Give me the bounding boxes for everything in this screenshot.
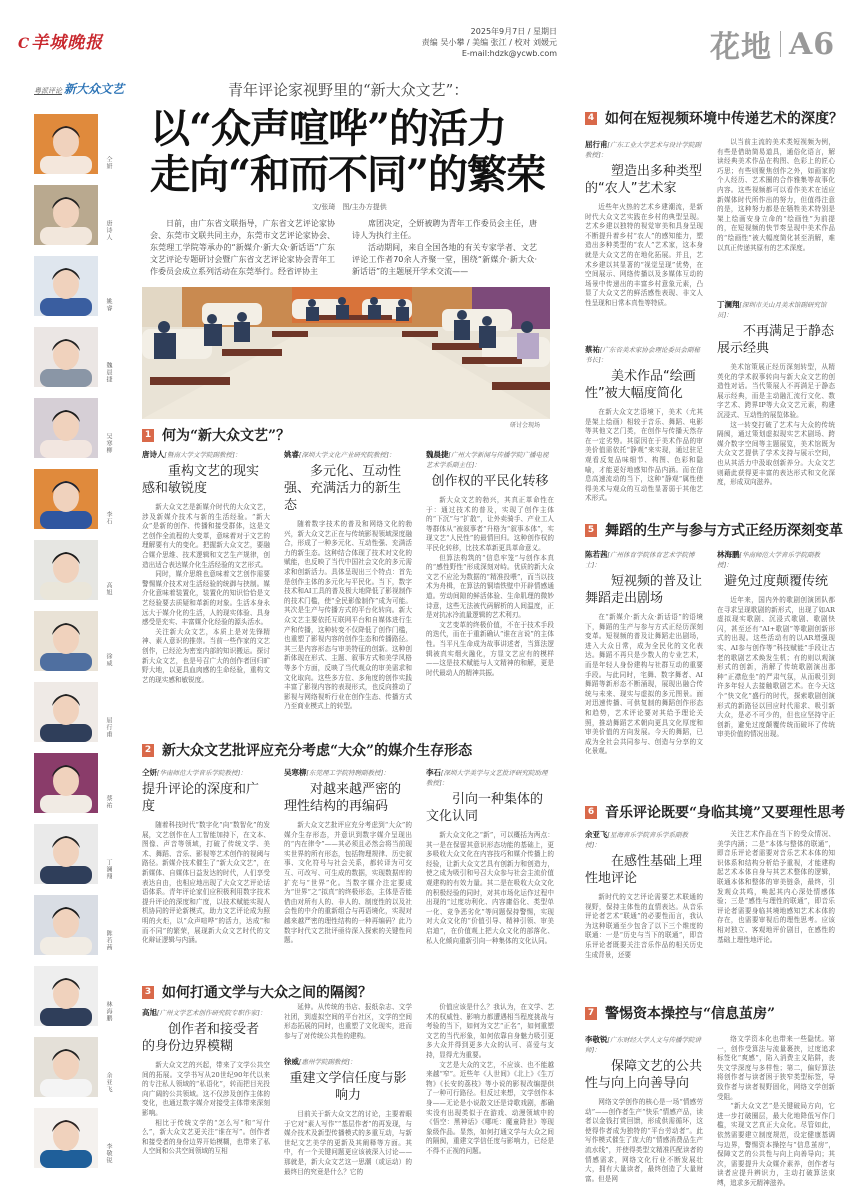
- section-name: 花地: [710, 30, 772, 65]
- portrait: [34, 398, 112, 458]
- author-name: 蔡祐: [585, 345, 600, 354]
- portrait-name: 吴寒柳: [105, 433, 112, 454]
- paragraph: 相比于传统文学的“怎么写”和“写什么”，新大众文艺更关注“谁在写”。创作者和接受者的身份边界开始模糊，也带来了私人空间和公共空间领域的互相: [142, 1118, 270, 1156]
- section-heading: [585, 802, 845, 822]
- author-name: 高旭: [142, 1008, 157, 1017]
- opinion-column: [284, 1003, 412, 1053]
- paragraph: “新大众文艺”是关键破局方向，它进一步打破圈层，最大化地降低写作门槛，实现文艺真正大众化。尽管如此，依然需要建立制度规范，设定健康基调与边界，警惕资本操控与“信息茧房”，保障文艺的公共性与向上向善导向；其次，需要提升大众媒介素养，创作者与读者应提升辨识力，主动打破算法束缚，追求多元精神滋养。: [717, 1102, 835, 1187]
- portrait: [34, 1037, 112, 1097]
- opinion-column: [585, 1035, 703, 1200]
- author-affiliation: [广东工业大学艺术与设计学院副教授]：: [585, 141, 702, 159]
- author-affiliation: [星海音乐学院音乐学系副教授]：: [585, 831, 689, 849]
- opinion-body: [142, 821, 270, 946]
- opinion-title: 创作者和接受者的身份边界模糊: [142, 1022, 260, 1054]
- issue-editors: 责编 吴小攀 / 美编 张江 / 校对 刘媛元: [421, 38, 557, 47]
- opinion-title: 重建文学信任度与影响力: [289, 1071, 407, 1103]
- opinion-body: [426, 831, 554, 946]
- opinion-body: [142, 503, 270, 685]
- column-tag: [34, 80, 124, 97]
- portrait-photo: [34, 114, 98, 174]
- author-line: [426, 768, 554, 788]
- portrait: [34, 114, 112, 174]
- author-name: 仝妍: [142, 768, 157, 777]
- section-number-badge: 4: [585, 112, 597, 125]
- author-line: [284, 768, 412, 778]
- opinion-body: [585, 203, 703, 309]
- portrait-photo: [34, 1037, 98, 1097]
- paragraph: 价值应该是什么？我认为，在文学、艺术的权威性、影响力都遭遇相当程度挑战与考验的当下，如何为文艺“正名”，如何重塑文艺的当代形象，如何依靠自身魅力吸引更多大众并得到更多大众的认可、喜爱与支持，显得尤为重要。: [426, 1003, 554, 1059]
- paragraph: 络文学资本化也带来一些隐忧。第一，创作受算法与流量裹挟，过度追求标签化“爽感”，陷入消费主义陷阱，丧失文学深度与多样性；第二，偏好算法将创作者与读者困于狭窄类型标签，导致作者与读者视野固化，网络文学创新受阻。: [717, 1035, 835, 1101]
- portrait-name: 陈若茜: [105, 930, 112, 951]
- opinion-body: [284, 1003, 412, 1041]
- author-line: [585, 1035, 703, 1055]
- author-affiliation: [广州大学新闻与传播学院广播电视艺术学系副主任]：: [426, 451, 549, 469]
- author-affiliation: [深圳市关山月美术馆副研究馆员]：: [717, 301, 827, 319]
- opinion-body: [284, 520, 412, 712]
- portrait: [34, 540, 112, 600]
- author-name: 李石: [426, 768, 441, 777]
- opinion-title: 避免过度颠覆传统: [723, 574, 828, 589]
- author-line: [142, 1008, 270, 1018]
- author-affiliation: [暨南大学文学院副教授]：: [164, 451, 242, 459]
- portrait-name: 蔡祐: [105, 795, 112, 809]
- paragraph: 新大众文艺批评应充分考虑到“大众”的媒介生存形态，并意识到数字媒介呈现出的“内在律令”——其必须且必然会将当前现实世界的所有形态，包括物理规律、历史叙事、文化符号与社会关系，都转译为可交互、可改写、可生成的数据，实现数据库的扩充与“世界”化。当数字媒介注定要成为“世界”之“拟真”的终极形态，主体是否能借由对所有人的、非人的、制度性的以及社会性的中介的重新组合与再语境化，实现对越来越严密的理性结构的一种再编码？此乃数字时代文艺批评亟待深入探索的关键性问题。: [284, 821, 412, 945]
- opinion-title: 短视频的普及让舞蹈走出剧场: [585, 574, 703, 606]
- portrait: [34, 256, 112, 316]
- opinion-body: [717, 830, 835, 945]
- feature-subtitle: 青年评论家视野里的“新大众文艺”：: [228, 81, 469, 99]
- portrait: [34, 682, 112, 742]
- section-title: 新大众文艺批评应充分考虑“大众”的媒介生存形态: [162, 743, 473, 759]
- paragraph: 这一转变打破了艺术与大众的传统隔阂，通过策划虚拟现实艺术剧场、跨媒介数字空间等主题展览，美术馆既为大众文艺提供了学术支持与展示空间，也从其活力中汲取创新养分。大众文艺则藉此获得更丰富的表达形式和文化深度，形成双向滋养。: [717, 420, 835, 487]
- author-affiliation: [华南师范大学音乐学院副教授]：: [717, 551, 821, 569]
- portrait-name: 屈行甫: [105, 717, 112, 738]
- paragraph: 新大众文艺的兴起，带来了文学公共空间的拓展。文学书写从20世纪90年代以来的专注私人领域的“私语化”，转而把目光投向广阔的公共领域。这不仅涉及创作主体的变化，也通过数字媒介对接受主体带来深刻影响。: [142, 1061, 270, 1117]
- section-title: 何为“新大众文艺”？: [162, 428, 291, 444]
- opinion-body: [585, 1098, 703, 1184]
- headline-line-1: 以“众声喧哗”的活力: [150, 105, 507, 152]
- opinion-column: [717, 550, 835, 772]
- section-title: 音乐评论既要“身临其境”又要理性思考: [605, 805, 846, 821]
- newspaper-logo: C羊城晚报: [18, 33, 104, 53]
- author-name: 姚睿: [284, 450, 299, 459]
- author-affiliation: [惠州学院副教授]：: [299, 1058, 357, 1066]
- author-name: 李敬锐: [585, 1035, 608, 1044]
- opinion-body: [585, 893, 703, 960]
- portrait-name: 高旭: [105, 582, 112, 596]
- opinion-column: [284, 450, 412, 720]
- portrait: [34, 824, 112, 884]
- author-line: [426, 450, 554, 470]
- opinion-column: [585, 550, 703, 772]
- opinion-title: 多元化、互动性强、充满活力的新生态: [284, 464, 402, 513]
- section-title: 如何打通文学与大众之间的隔阂？: [162, 985, 372, 1001]
- opinion-column: [717, 300, 835, 500]
- opinion-title: 创作权的平民化转移: [431, 474, 549, 489]
- opinion-body: [717, 596, 835, 740]
- conference-photo: [142, 287, 550, 419]
- section-title: 如何在短视频环境中传递艺术的深度？: [605, 111, 843, 127]
- author-line: [585, 550, 703, 570]
- paragraph: 关注艺术作品在当下的受众情况、美学内涵；二是“本体与整体的联通”，即音乐评论者需要对音乐艺术本体的知识体系和结构分析给予重视，才能建构起艺术本体自身与其艺术整体的逻辑，联通本体和整体的审美链条，最终，引发观众共鸣，唤起其内心深处情感体验；三是“感性与理性的联通”，即音乐评论者需要身临其境地感知艺术本体的存在，也需要审视后的理性思考。应该相对独立、客观地评价剧目，在感性的基础上理性地评论。: [717, 830, 835, 944]
- paragraph: 延伸。从传统的书店、报纸杂志、文学社团，到虚拟空间的平台社区，文学的空间形态拓展的同时，也重塑了文化现实，进而参与了对传统公共性的建构。: [284, 1003, 412, 1040]
- portrait: [34, 185, 112, 245]
- opinion-column: [717, 138, 835, 300]
- paragraph: 美术馆策展正经历深刻转型，从精英化的学术叙事转向与新大众文艺的创造性对话。当代策展人不再满足于静态展示经典，而是主动融汇流行文化、数字艺术、跨界IP等大众文艺元素，构建沉浸式、互动性的展览体验。: [717, 363, 835, 419]
- opinion-title: 在感性基础上理性地评论: [585, 854, 703, 886]
- paragraph: 文艺变革的终极价值，不在于技术手段的迭代，而在于重新确认“谁在言说”的主体性。当平凡生命成为故事讲述者，当算法逻辑被真实烟火融化，方显文艺应有的模样——这是技术赋能与人文精神的和解，更是时代最动人的精神共振。: [426, 620, 554, 677]
- paragraph: 在新大众文艺语境下，美术（尤其是架上绘画）相较于音乐、舞蹈、电影等其他文艺门类，在创作与传播天然存在一定劣势。其原因在于美术作品的审美价值需依托“静观”来实现，通过驻足观看反复品味细节、构图、色彩和隐喻，才能更好地感知作品内涵。而在信息高速流动的当下，这种“静观”属性使得美术与观众的互动性显著弱于其他艺术形式。: [585, 408, 703, 503]
- paragraph: 新时代的文艺评论需要艺术联通的视野，保持主体性的直情表达。从音乐评论者艺术“联通”的必要性而言，我认为这种联通至少包含了以下三个维度的联通：一是“历史与当下的联通”，即音乐评论者既要关注音乐作品的相关历史生成背景，还要: [585, 893, 703, 959]
- intro-paragraph: 日前，由广东省文联指导，广东省文艺评论家协会、东莞市文联共同主办，东莞市文艺评论家协会、东莞理工学院等承办的“新媒介·新大众·新话语”广东文艺评论专题研讨会暨广东省文艺评论家协会青年工作委员会成立系列活动在东莞举行。经省评协主: [150, 219, 335, 276]
- opinion-column: [284, 1057, 412, 1197]
- paragraph: 近些年火热的艺术乡建潮流，是新时代大众文艺实践在乡村的典型呈现。艺术乡建以独特的视觉审美和具身呈现不断提升着乡村“农人”的感知能力，塑造出多种类型的“农人”艺术家，这本身就是大众文艺的在地化拓展。并且，艺术乡建以其显著的“视觉呈现”优势，在空间展示、网络传播以及多媒体互动的场景中传递出的丰富乡村意象元素，凸显了大众文艺的鲜活感性表现、非文人性呈现和日常本真性等特质。: [585, 203, 703, 307]
- opinion-title: 重构文艺的现实感和敏锐度: [142, 464, 260, 496]
- portrait-photo: [34, 682, 98, 742]
- opinion-body: [284, 821, 412, 946]
- portrait-photo: [34, 966, 98, 1026]
- opinion-column: [585, 140, 703, 340]
- author-line: [585, 830, 703, 850]
- portrait-photo: [34, 1108, 98, 1168]
- opinion-title: 引向一种集体的文化认同: [426, 792, 544, 824]
- portrait-photo: [34, 256, 98, 316]
- portrait: [34, 1108, 112, 1168]
- paragraph: 但算法构筑的“信息牢笼”与创作本真的“感性野性”形成深刻对峙。优质的新大众文艺不应沦为数据的“精准投喂”，而当以技术为舟楫，在算法的铜墙铁壁中开辟情感通道。劳动间隙的鲜活体验、生命肌理的微妙诗意，这些无法被代码解析的人间温度，正是对抗冰冷流量逻辑的艺术利刃。: [426, 553, 554, 620]
- section-title: 舞蹈的生产与参与方式正经历深刻变革: [605, 523, 843, 539]
- author-affiliation: [广东省美术家协会理论委员会副秘书长]：: [585, 346, 701, 364]
- paragraph: 新大众文化之“新”，可以概括为两点：其一是在保留其意识形态功能的基础上，更多吸收大众文化在内容技巧和媒介传播上的经验，让新大众文艺具有创新力和创造力，使之成为吸引和号召大众参与社会主流价值观建构的有效力量。其二是在吸收大众文化的积极经验的同时，对其市场化运作过程中出现的“过度功利化、内容庸俗化、类型单一化、竞争恶劣化”等问题保持警惕，实现对大众文化的“价值引导、精神引领、审美启迪”，在价值观上把大众文化的部落化、私人化倾向重新引向一种集体的文化认同。: [426, 831, 554, 945]
- author-affiliation: [华南师范大学音乐学院教授]：: [157, 769, 247, 777]
- author-line: [717, 300, 835, 320]
- portrait-photo: [34, 398, 98, 458]
- opinion-body: [585, 613, 703, 757]
- feature-headline: [150, 106, 570, 198]
- opinion-column: [426, 768, 554, 978]
- author-name: 徐威: [284, 1057, 299, 1066]
- intro-paragraph: 活动期间，来自全国各地的有关专家学者、文艺评论工作者70余人齐聚一堂，围绕“新媒介·新大众·新话语”的主题展开学术交流——: [352, 243, 537, 276]
- section-title: 警惕资本操控与“信息茧房”: [605, 1006, 776, 1022]
- paragraph: 新大众文艺是新媒介时代的大众文艺，涉及新媒介技术与新的生活经验。“新大众”是新的创作、传播和接受群体，这是文艺创作全流程的大变革，意味着对于文艺的理解要有大的变化。把握新大众文艺，要融合媒介思维、技术逻辑和文艺生产规律，创造出适合表达媒介化生活经验的文艺形式。: [142, 503, 270, 569]
- author-line: [142, 768, 270, 778]
- portrait-name: 徐威: [105, 653, 112, 667]
- section-number-badge: 7: [585, 1007, 597, 1020]
- headline-line-2: 走向“和而不同”的繁荣: [150, 151, 546, 198]
- section-number-badge: 2: [142, 744, 154, 757]
- opinion-column: [142, 768, 270, 978]
- portrait: [34, 895, 112, 955]
- page-number: A6: [789, 26, 836, 62]
- author-line: [585, 140, 703, 160]
- author-name: 吴寒柳: [284, 768, 307, 777]
- opinion-column: [426, 1003, 554, 1198]
- opinion-title: 美术作品“绘画性”被大幅度简化: [585, 369, 696, 401]
- author-affiliation: [深圳大学文化产业研究院教授]：: [299, 451, 396, 459]
- paragraph: 网络文学创作的核心是一场“情感劳动”——创作者生产“快乐”情感产品，读者以金钱打赏回馈，形成供需循环，这使得作者成为独特的“平台劳动者”。此写作模式催生了庞大的“情感消费品生产流水线”，并使得类型文精准匹配读者的情感需求，网络文化行业不断发展壮大，拥有大量读者，最终创造了大量财富。但是网: [585, 1098, 703, 1183]
- header-divider: [780, 31, 781, 57]
- byline: 文/张琦 图/主办方提供: [312, 203, 387, 211]
- paragraph: 随着数字技术的普及和网络文化的勃兴，新大众文艺正在与传统影视领域深度融合，形成了一种多元化、互动性强、充满活力的新生态。这种结合体现了技术对文化的赋能，也反映了当代中国社会文化的多元需求和创新活力。具体呈现出三个特点：首先是创作主体的多元化与平民化。当下，数字技术和AI工具的普及极大地降低了影视制作的技术门槛，使“全民影像制作”成为可能。其次是生产与传播方式的平台化转向。新大众文艺主要依托互联网平台和自媒体进行生产和传播，这种转变不仅降低了创作门槛，也重塑了影视内容的创作生态和传播路径。其三是内容形态与审美特征的创新。这种创新体现在形式、主题、叙事方式和美学风格等多个方面，反映了当代观众的审美需求和文化取向。这些多方位、多角度的创作实践丰富了影视内容的表现形式，也反向推动了影视与网络视听行业在创作生态、传播方式乃至商业模式上的转型。: [284, 520, 412, 711]
- portrait-name: 魏晨捷: [105, 362, 112, 383]
- portrait-photo: [34, 824, 98, 884]
- author-name: 魏晨捷: [426, 450, 449, 459]
- column-tag-big: 新大众文艺: [64, 82, 125, 96]
- paragraph: 新大众文艺的勃兴，其真正革命性在于：通过技术的普及，实现了创作主体的“下沉”与“扩散”，让外卖骑手、产业工人等群体从“被叙事者”升格为“叙事本体”，实现文艺“人民性”的最情回归。这种创作权的平民化转移，比技术革新更具革命意义。: [426, 496, 554, 552]
- paragraph: 随着科技时代“数字化”向“数智化”的发展，文艺创作在人工智能加持下，在文本、图像、声音等领域，打破了传统文学、美术、舞蹈、音乐、影视等艺术创作的视阈与路径。新媒介技术催生了“新大众文艺”，在新媒体、自媒体日益发达的时代，人们享受表达自由，也相应地出现了大众文艺评论话语体系。青年评论家们应积极利用数字技术提升评论的深度和广度，以技术赋能实现人机协同的评论新模式，助力文艺评论成为照明的火炬，以“众声喧哗”的活力，达成“和而不同”的繁荣，展现新大众文艺时代的文化辩证逻辑与内涵。: [142, 821, 270, 945]
- paragraph: 以当前主流的美术类短视频为例，有些是借助简易道具，通俗化语言，解读经典美术作品在构图、色彩上的匠心巧思；有些则聚焦创作之外，如画家的个人经历、艺术圈的合作雅集等故事化内容。这些视频都可以看作美术在适应新媒体时代所作出的努力，但值得注意的是，这种努力都是在牺牲美术特别是架上绘画安身立命的“绘画性”为前提的，在短视频的快节奏呈现中美术作品的“绘画性”被大幅度简化甚至消解，难以真正传递其原有的艺术深度。: [717, 138, 835, 252]
- author-affiliation: [东莞理工学院特聘副教授]：: [306, 769, 390, 777]
- author-line: [284, 450, 412, 460]
- portrait: [34, 753, 112, 813]
- opinion-body: [585, 408, 703, 504]
- opinion-body: [426, 1003, 554, 1157]
- opinion-column: [142, 450, 270, 720]
- section-heading: [585, 108, 843, 128]
- paragraph: 关注新大众文艺，本质上是对先锋精神、素人意识的推崇。当前一些作家的文艺创作，已经沦为密室内部的知识搬运。探讨新大众文艺，也是号召广大的创作者回归旷野大地，以更具血肉感的生命经验，重构文艺的现实感和敏锐度。: [142, 627, 270, 684]
- intro-col-2: [352, 218, 537, 278]
- section-number-badge: 5: [585, 524, 597, 537]
- section-number-badge: 1: [142, 429, 154, 442]
- portrait-name: 姚睿: [105, 298, 112, 312]
- portrait-photo: [34, 753, 98, 813]
- opinion-column: [717, 1035, 835, 1200]
- opinion-body: [426, 496, 554, 678]
- section-heading: [585, 1003, 775, 1023]
- opinion-body: [717, 363, 835, 488]
- author-name: 余亚飞: [585, 830, 608, 839]
- opinion-title: 提升评论的深度和广度: [142, 782, 260, 814]
- opinion-column: [426, 450, 554, 720]
- author-line: [284, 1057, 412, 1067]
- author-name: 陈若茜: [585, 550, 608, 559]
- issue-meta: [297, 26, 557, 59]
- author-name: 丁澜翔: [717, 300, 740, 309]
- intro-paragraph: 席团决定，仝妍被聘为青年工作委员会主任，唐诗人为执行主任。: [352, 219, 537, 240]
- paragraph: 在“新媒介·新大众·新话语”的语境下，舞蹈的生产与参与方式正经历深刻变革。短视频的普及让舞蹈走出剧场，进入大众日常，成为全民化的文化表达。舞蹈不再只是少数人的专业艺术，而是年轻人身份建构与社群互动的重要手段。与此同时，宅舞、数字舞者、AI舞蹈等新形态不断涌现，展现出融合传统与未来、现实与虚拟的多元图景。面对迅速传播、可供复制的舞蹈创作形态和趋势，艺术评论要对其给予理论关照，推动舞蹈艺术朝向更具文化厚度和审美价值的方向发展。今天的舞蹈，已成为全社会共同参与、创造与分享的文化景观。: [585, 613, 703, 756]
- portrait-name: 丁澜翔: [105, 859, 112, 880]
- portrait-name: 唐诗人: [105, 220, 112, 241]
- portrait-name: 李敬锐: [105, 1143, 112, 1164]
- opinion-title: 塑造出多种类型的“农人”艺术家: [585, 164, 703, 196]
- section-number-badge: 3: [142, 986, 154, 999]
- portrait-photo: [34, 540, 98, 600]
- opinion-body: [717, 138, 835, 253]
- section-heading: [142, 425, 290, 445]
- author-affiliation: [广州文学艺术创作研究院专职作家]：: [157, 1009, 267, 1017]
- opinion-column: [142, 1008, 270, 1193]
- portrait-name: 李石: [105, 511, 112, 525]
- opinion-column: [717, 830, 835, 972]
- opinion-body: [142, 1061, 270, 1157]
- portrait-photo: [34, 185, 98, 245]
- conference-photo-image: [142, 287, 550, 419]
- portrait: [34, 966, 112, 1026]
- section-heading: [142, 740, 472, 760]
- author-affiliation: [广东财经大学人文与传播学院讲师]：: [585, 1036, 702, 1054]
- opinion-title: 保障文艺的公共性与向上向善导向: [585, 1059, 703, 1091]
- portrait-name: 余亚飞: [105, 1072, 112, 1093]
- page-header: [710, 22, 835, 66]
- portrait-photo: [34, 611, 98, 671]
- portrait-name: 仝妍: [105, 156, 112, 170]
- opinion-body: [717, 1035, 835, 1189]
- paragraph: 文艺是大众的文艺，不应该、也不能越来越“窄”。近些年《人世间》《北上》《生万物》《长安的荔枝》等小说的影视改编提供了一种可行路径。但反过来想，文学创作本身——无论是小说散文还是诗歌戏剧，都确实没有出现类似于在游戏、动漫领域中的《悟空：黑神话》《哪吒：魔童降世》等现象级作品。显然，如何打通文学与大众之间的隔阂，重建文学信任度与影响力，已经是不得不正视的问题。: [426, 1060, 554, 1155]
- portrait-name: 林海鹏: [105, 1001, 112, 1022]
- author-name: 屈行甫: [585, 140, 608, 149]
- portrait-photo: [34, 895, 98, 955]
- section-heading: [585, 520, 843, 540]
- paragraph: 目前关于新大众文艺的讨论，主要着眼于它对“素人写作”“基层作者”的再发现，与媒介技术及新型传播模式的多重互动，与新世纪文艺美学的更新及其阐释等方面。其中，有一个关键问题更应该被深入讨论——那就是，新大众文艺这一思潮（或运动）的最终目的究竟是什么？它的: [284, 1110, 412, 1176]
- opinion-column: [284, 768, 412, 978]
- portrait: [34, 469, 112, 529]
- portrait: [34, 611, 112, 671]
- paragraph: 同时，媒介思维也意味着文艺创作需要警惕媒介技术对生活经验的统御与挟制。媒介化意味着装置化，装置化的知识恰恰是文艺经验要去质疑和革新的对象。生活本身永远大于媒介化的生活，人的现实体验、具身感受是充实、丰富媒介化经验的源头活水。: [142, 570, 270, 627]
- paragraph: 近年来，国内外的歌剧创演团队都在寻求呈现歌剧的新形式，出现了如AR虚拟现实歌剧、沉浸式歌剧、歌剧快闪，甚至还有“AI+歌剧”等歌剧创新形式的出现。这些活动有的以AR增强现实、AI参与创作等“科技赋能”手段让古老的歌剧艺术焕发生机；有的则以观演形式的创新，消解了传统歌剧演出那种“正襟危坐”的严肃气氛，从而吸引到许多年轻人去接触歌剧艺术。在今天这个“快文化”盛行的时代，探索歌剧创演形式的新路径以回应时代需求、吸引新大众，是必不可少的，但也应坚持守正创新，避免过度颠覆传统而破坏了传统审美价值的情况出现。: [717, 596, 835, 739]
- portrait-photo: [34, 327, 98, 387]
- author-line: [142, 450, 270, 460]
- author-name: 林海鹏: [717, 550, 740, 559]
- author-name: 唐诗人: [142, 450, 165, 459]
- photo-caption: 研讨会现场: [510, 422, 541, 429]
- opinion-column: [585, 830, 703, 972]
- author-affiliation: [深圳大学美学与文艺批评研究院助理教授]：: [426, 769, 548, 787]
- section-number-badge: 6: [585, 806, 597, 819]
- opinion-column: [585, 345, 703, 515]
- intro-col-1: [150, 218, 335, 278]
- section-heading: [142, 982, 372, 1002]
- opinion-title: 对越来越严密的理性结构的再编码: [284, 782, 402, 814]
- author-line: [717, 550, 835, 570]
- author-line: [585, 345, 703, 365]
- column-tag-small: 粤派评论: [34, 87, 62, 95]
- opinion-body: [284, 1110, 412, 1177]
- author-affiliation: [广州体育学院体育艺术学院博士]：: [585, 551, 695, 569]
- opinion-title: 不再满足于静态展示经典: [717, 324, 835, 356]
- issue-email[interactable]: E-mail:hdzk@ycwb.com: [461, 49, 557, 58]
- portrait: [34, 327, 112, 387]
- issue-date: 2025年9月7日 / 星期日: [470, 27, 557, 36]
- portrait-photo: [34, 469, 98, 529]
